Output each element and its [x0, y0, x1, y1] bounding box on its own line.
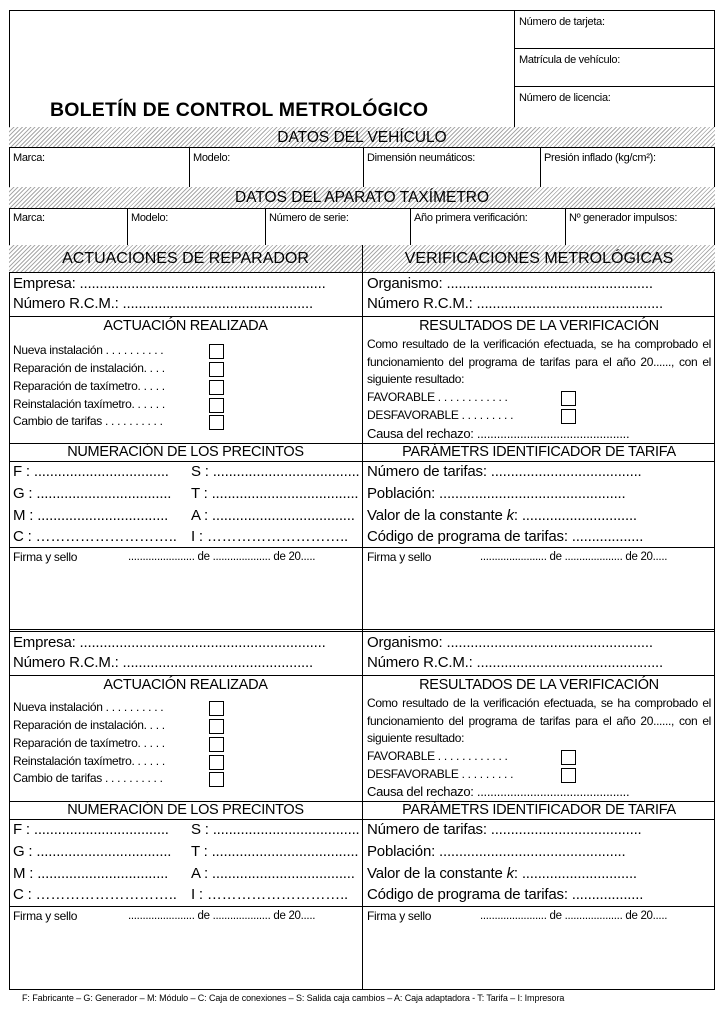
- checkbox-favorable[interactable]: [561, 391, 576, 406]
- results-text: Como resultado de la verificación efectuada, se ha comprobado el funcionamiento del programa de tarifas para el año 20......, con el siguiente resultado:: [367, 696, 711, 745]
- plate-field[interactable]: Matrícula de vehículo:: [519, 54, 621, 66]
- population-field[interactable]: Población: ...............................................: [367, 485, 626, 502]
- rcm-field[interactable]: Número R.C.M.: ................................................: [13, 654, 313, 671]
- results-title: RESULTADOS DE LA VERIFICACIÓN: [419, 677, 659, 693]
- seal-m-field[interactable]: M : .................................: [13, 507, 169, 524]
- rate-count-field[interactable]: Número de tarifas: ......................................: [367, 821, 642, 838]
- rejection-cause-field[interactable]: Causa del rechazo: ..............................................: [367, 426, 630, 441]
- action-taximeter-repair: Reparación de taxímetro. . . . .: [13, 736, 165, 750]
- form-title: BOLETÍN DE CONTROL METROLÓGICO: [50, 99, 429, 121]
- vehicle-brand-field[interactable]: Marca:: [13, 152, 45, 164]
- company-field[interactable]: Empresa: ..............................................................: [13, 275, 326, 292]
- signature-label: Firma y sello: [13, 909, 78, 923]
- seal-i-field[interactable]: I : ………………………..: [191, 886, 349, 903]
- vehicle-model-field[interactable]: Modelo:: [193, 152, 231, 164]
- rejection-cause-field[interactable]: Causa del rechazo: ..............................................: [367, 784, 630, 799]
- checkbox-taximeter-repair[interactable]: [209, 380, 224, 395]
- checkbox-installation-repair[interactable]: [209, 719, 224, 734]
- constant-k-field[interactable]: Valor de la constante k: .............................: [367, 507, 637, 524]
- signature-date-field[interactable]: ....................... de .................... de 20.....: [128, 551, 316, 563]
- action-reinstallation: Reinstalación taxímetro. . . . . .: [13, 754, 165, 768]
- action-installation-repair: Reparación de instalación. . . .: [13, 361, 165, 375]
- seal-t-field[interactable]: T : .....................................: [191, 485, 359, 502]
- organism-field[interactable]: Organismo: ....................................................: [367, 634, 653, 651]
- footer-legend: F: Fabricante – G: Generador – M: Módulo – C: Caja de conexiones – S: Salida caja cambios – A: Caja adaptadora - T: Tarifa – I: Impresora: [22, 993, 565, 1003]
- action-new-installation: Nueva instalación . . . . . . . . . .: [13, 700, 164, 714]
- seal-t-field[interactable]: T : .....................................: [191, 843, 359, 860]
- checkbox-favorable[interactable]: [561, 750, 576, 765]
- checkbox-unfavorable[interactable]: [561, 768, 576, 783]
- checkbox-unfavorable[interactable]: [561, 409, 576, 424]
- rcm-field[interactable]: Número R.C.M.: ................................................: [13, 295, 313, 312]
- verification-signature-label: Firma y sello: [367, 550, 432, 564]
- unfavorable-label: DESFAVORABLE . . . . . . . . .: [367, 408, 514, 422]
- action-rate-change: Cambio de tarifas . . . . . . . . . .: [13, 414, 163, 428]
- verification-signature-date-field[interactable]: ....................... de .................... de 20.....: [480, 910, 668, 922]
- program-code-field[interactable]: Código de programa de tarifas: ..................: [367, 886, 644, 903]
- card-number-field[interactable]: Número de tarjeta:: [519, 16, 605, 28]
- program-code-field[interactable]: Código de programa de tarifas: ..................: [367, 528, 644, 545]
- seal-i-field[interactable]: I : ………………………..: [191, 528, 349, 545]
- seal-m-field[interactable]: M : .................................: [13, 865, 169, 882]
- favorable-label: FAVORABLE . . . . . . . . . . . .: [367, 749, 508, 763]
- verification-signature-label: Firma y sello: [367, 909, 432, 923]
- checkbox-new-installation[interactable]: [209, 344, 224, 359]
- verification-header: VERIFICACIONES METROLÓGICAS: [404, 250, 674, 267]
- taximeter-brand-field[interactable]: Marca:: [13, 212, 45, 224]
- taximeter-header-text: DATOS DEL APARATO TAXÍMETRO: [234, 189, 490, 206]
- seal-f-field[interactable]: F : ..................................: [13, 821, 169, 838]
- first-verification-field[interactable]: Año primera verificación:: [414, 212, 528, 224]
- checkbox-installation-repair[interactable]: [209, 362, 224, 377]
- tire-size-field[interactable]: Dimensión neumáticos:: [367, 152, 476, 164]
- action-taximeter-repair: Reparación de taxímetro. . . . .: [13, 379, 165, 393]
- verification-signature-date-field[interactable]: ....................... de .................... de 20.....: [480, 551, 668, 563]
- parameters-title: PARÁMETRS IDENTIFICADOR DE TARIFA: [402, 444, 676, 460]
- seal-c-field[interactable]: C : ………………………..: [13, 886, 177, 903]
- pulse-generator-field[interactable]: Nº generador impulsos:: [569, 212, 678, 224]
- action-reinstallation: Reinstalación taxímetro. . . . . .: [13, 397, 165, 411]
- rcm-verification-field[interactable]: Número R.C.M.: ...............................................: [367, 295, 663, 312]
- parameters-title: PARÁMETRS IDENTIFICADOR DE TARIFA: [402, 802, 676, 818]
- company-field[interactable]: Empresa: ..............................................................: [13, 634, 326, 651]
- favorable-label: FAVORABLE . . . . . . . . . . . .: [367, 390, 508, 404]
- results-title: RESULTADOS DE LA VERIFICACIÓN: [419, 318, 659, 334]
- unfavorable-label: DESFAVORABLE . . . . . . . . .: [367, 767, 514, 781]
- seal-g-field[interactable]: G : ..................................: [13, 485, 172, 502]
- taximeter-model-field[interactable]: Modelo:: [131, 212, 169, 224]
- seal-g-field[interactable]: G : ..................................: [13, 843, 172, 860]
- repairer-header: ACTUACIONES DE REPARADOR: [62, 250, 309, 267]
- constant-k-field[interactable]: Valor de la constante k: .............................: [367, 865, 637, 882]
- seals-title: NUMERACIÓN DE LOS PRECINTOS: [67, 802, 304, 818]
- signature-date-field[interactable]: ....................... de .................... de 20.....: [128, 910, 316, 922]
- seal-c-field[interactable]: C : ………………………..: [13, 528, 177, 545]
- rcm-verification-field[interactable]: Número R.C.M.: ...............................................: [367, 654, 663, 671]
- checkbox-taximeter-repair[interactable]: [209, 737, 224, 752]
- checkbox-new-installation[interactable]: [209, 701, 224, 716]
- checkbox-reinstallation[interactable]: [209, 398, 224, 413]
- seal-a-field[interactable]: A : ....................................: [191, 507, 355, 524]
- vehicle-header-text: DATOS DEL VEHÍCULO: [277, 129, 447, 146]
- seal-s-field[interactable]: S : .....................................: [191, 463, 360, 480]
- action-new-installation: Nueva instalación . . . . . . . . . .: [13, 343, 164, 357]
- serial-number-field[interactable]: Número de serie:: [269, 212, 349, 224]
- license-field[interactable]: Número de licencia:: [519, 92, 611, 104]
- seal-s-field[interactable]: S : .....................................: [191, 821, 360, 838]
- population-field[interactable]: Población: ...............................................: [367, 843, 626, 860]
- checkbox-rate-change[interactable]: [209, 772, 224, 787]
- organism-field[interactable]: Organismo: ....................................................: [367, 275, 653, 292]
- checkbox-reinstallation[interactable]: [209, 755, 224, 770]
- rate-count-field[interactable]: Número de tarifas: ......................................: [367, 463, 642, 480]
- signature-label: Firma y sello: [13, 550, 78, 564]
- tire-pressure-field[interactable]: Presión inflado (kg/cm²):: [544, 152, 656, 164]
- seal-a-field[interactable]: A : ....................................: [191, 865, 355, 882]
- action-installation-repair: Reparación de instalación. . . .: [13, 718, 165, 732]
- seal-f-field[interactable]: F : ..................................: [13, 463, 169, 480]
- action-rate-change: Cambio de tarifas . . . . . . . . . .: [13, 771, 163, 785]
- seals-title: NUMERACIÓN DE LOS PRECINTOS: [67, 444, 304, 460]
- results-text: Como resultado de la verificación efectuada, se ha comprobado el funcionamiento del programa de tarifas para el año 20......, con el siguiente resultado:: [367, 337, 711, 386]
- action-title: ACTUACIÓN REALIZADA: [103, 677, 268, 693]
- action-title: ACTUACIÓN REALIZADA: [103, 318, 268, 334]
- checkbox-rate-change[interactable]: [209, 415, 224, 430]
